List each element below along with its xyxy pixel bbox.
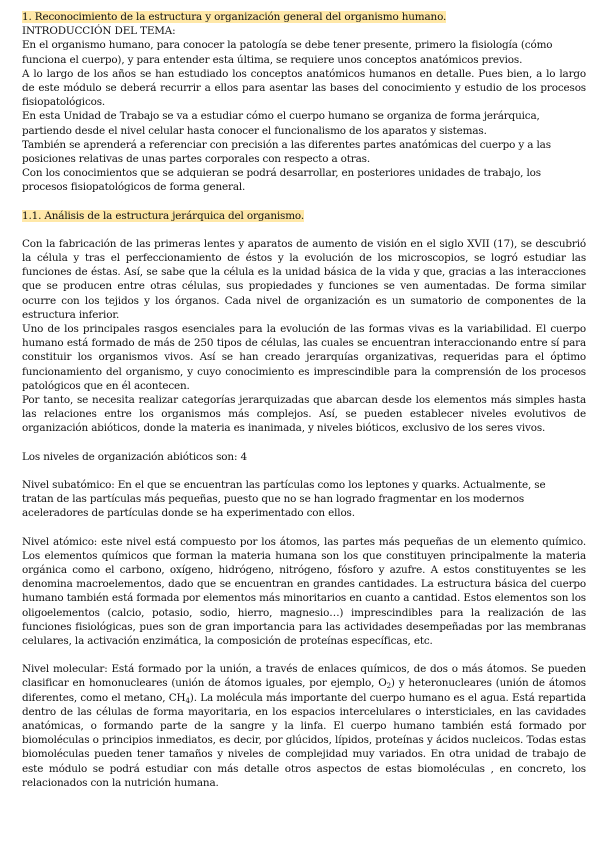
subscript: 4 bbox=[185, 696, 190, 705]
molecular-text: ). La molécula más importante del cuerpo humano es el agua. Está repartida dentro de las células de forma mayoritaria, en los espacios intercelulares o intersticiales, en las cavidades anatómicas, o formando parte de la sangre y la linfa. El cuerpo humano también está formado por biomoléculas o principios inmediatos, es decir, por glúcidos, lípidos, proteínas y ácidos nucleicos. Todas estas biomoléculas pueden tener tamaños y niveles de complejidad muy variados. En otra unidad de trabajo de este módulo se podrá estudiar con más detalle otros aspectos de estas biomoléculas , en concreto, los relacionados con la nutrición humana. bbox=[22, 691, 586, 789]
paragraph: Con los conocimientos que se adquieran se podrá desarrollar, en posteriores unidades de trabajo, los procesos fisiopatológicos de forma general. bbox=[22, 167, 541, 194]
intro-label: INTRODUCCIÓN DEL TEMA: bbox=[22, 25, 176, 38]
paragraph: Con la fabricación de las primeras lentes y aparatos de aumento de visión en el siglo XVII (17), se descubrió la célula y tras el perfeccionamiento de éstos y la evolución de los microscopios, se logró estudiar las funciones de éstas. Así, se sabe que la célula es la unidad básica de la vida y que, gracias a las interacciones que se producen entre otras células, sus propiedades y funciones se ven aumentadas. De forma similar ocurre con los tejidos y los órganos. Cada nivel de organización es un sumatorio de componentes de la estructura inferior. bbox=[22, 237, 586, 321]
subatomic-line: aceleradores de partículas donde se ha experimentado con ellos. bbox=[22, 507, 355, 520]
paragraph: Por tanto, se necesita realizar categorías jerarquizadas que abarcan desde los elementos más simples hasta las relaciones entre los organismos más complejos. Así, se pueden establecer niveles evolutivos de organización abióticos, donde la materia es inanimada, y niveles bióticos, exclusivo de los seres vivos. bbox=[22, 394, 586, 435]
paragraph: A lo largo de los años se han estudiado los conceptos anatómicos humanos en detalle. Pues bien, a lo largo de este módulo se deberá recurrir a ellos para asentar las bases del conocimiento y estudio de los procesos fisiopatológicos. bbox=[22, 67, 586, 109]
subatomic-line: tratan de las partículas más pequeñas, puesto que no se han logrado fragmentar en los modernos bbox=[22, 493, 525, 506]
subsection-title bbox=[22, 209, 586, 223]
subsection-title-highlight: 1.1. Análisis de la estructura jerárquica del organismo. bbox=[22, 209, 305, 222]
paragraph: También se aprenderá a referenciar con precisión a las diferentes partes anatómicas del cuerpo y a las posiciones relativas de unas partes corporales con respecto a otras. bbox=[22, 138, 551, 166]
subatomic-line: Nivel subatómico: En el que se encuentran las partículas como los leptones y quarks. Actualmente, se bbox=[22, 478, 546, 491]
molecular-text: Nivel molecular: Está formado por la unión, a través de enlaces químicos, de dos o más átomos. Se pueden clasificar en homonucleares (unión de átomos iguales, por ejemplo, O bbox=[22, 663, 586, 690]
atomic-level: Nivel atómico: este nivel está compuesto por los átomos, las partes más pequeñas de un elemento químico. Los elementos químicos que forman la materia humana son los que constituyen principalmente la materia orgánica como el carbono, oxígeno, hidrógeno, nitrógeno, fósforo y azufre. A estos constituyentes se les denomina macroelementos, dado que se encuentran en grandes cantidades. La estructura básica del cuerpo humano también está formada por elementos más minoritarios en cuanto a cantidad. Estos elementos son los oligoelementos (calcio, potasio, sodio, hierro, magnesio…) imprescindibles para la realización de las funciones fisiológicas, pues son de gran importancia para las actividades desempeñadas por las membranas celulares, la activación enzimática, la composición de proteínas específicas, etc. bbox=[22, 535, 586, 647]
paragraph: Uno de los principales rasgos esenciales para la evolución de las formas vivas es la variabilidad. El cuerpo humano está formado de más de 250 tipos de células, las cuales se encuentran interaccionando entre sí para constituir los organismos vivos. Así se han creado jerarquías organizativas, requeridas para el óptimo funcionamiento del organismo, y cuyo conocimiento es imprescindible para la comprensión de los procesos patológicos que en él acontecen. bbox=[22, 323, 586, 392]
section-title bbox=[22, 10, 586, 24]
paragraph: En el organismo humano, para conocer la patología se debe tener presente, primero la fisiología (cómo funciona el cuerpo), y para entender esta última, se requiere unos conceptos anatómicos previos. bbox=[22, 39, 553, 66]
subatomic-level bbox=[22, 478, 586, 521]
paragraph: En esta Unidad de Trabajo se va a estudiar cómo el cuerpo humano se organiza de forma jerárquica, partiendo desde el nivel celular hasta conocer el funcionalismo de los aparatos y sistemas. bbox=[22, 110, 540, 137]
molecular-level bbox=[22, 662, 586, 790]
levels-intro: Los niveles de organización abióticos son: 4 bbox=[22, 450, 247, 463]
subscript: 2 bbox=[386, 682, 391, 691]
molecular-text: ) y heteronucleares (unión de átomos diferentes, como el metano, CH bbox=[22, 677, 586, 704]
section-title-highlight: 1. Reconocimiento de la estructura y organización general del organismo humano. bbox=[22, 11, 447, 23]
